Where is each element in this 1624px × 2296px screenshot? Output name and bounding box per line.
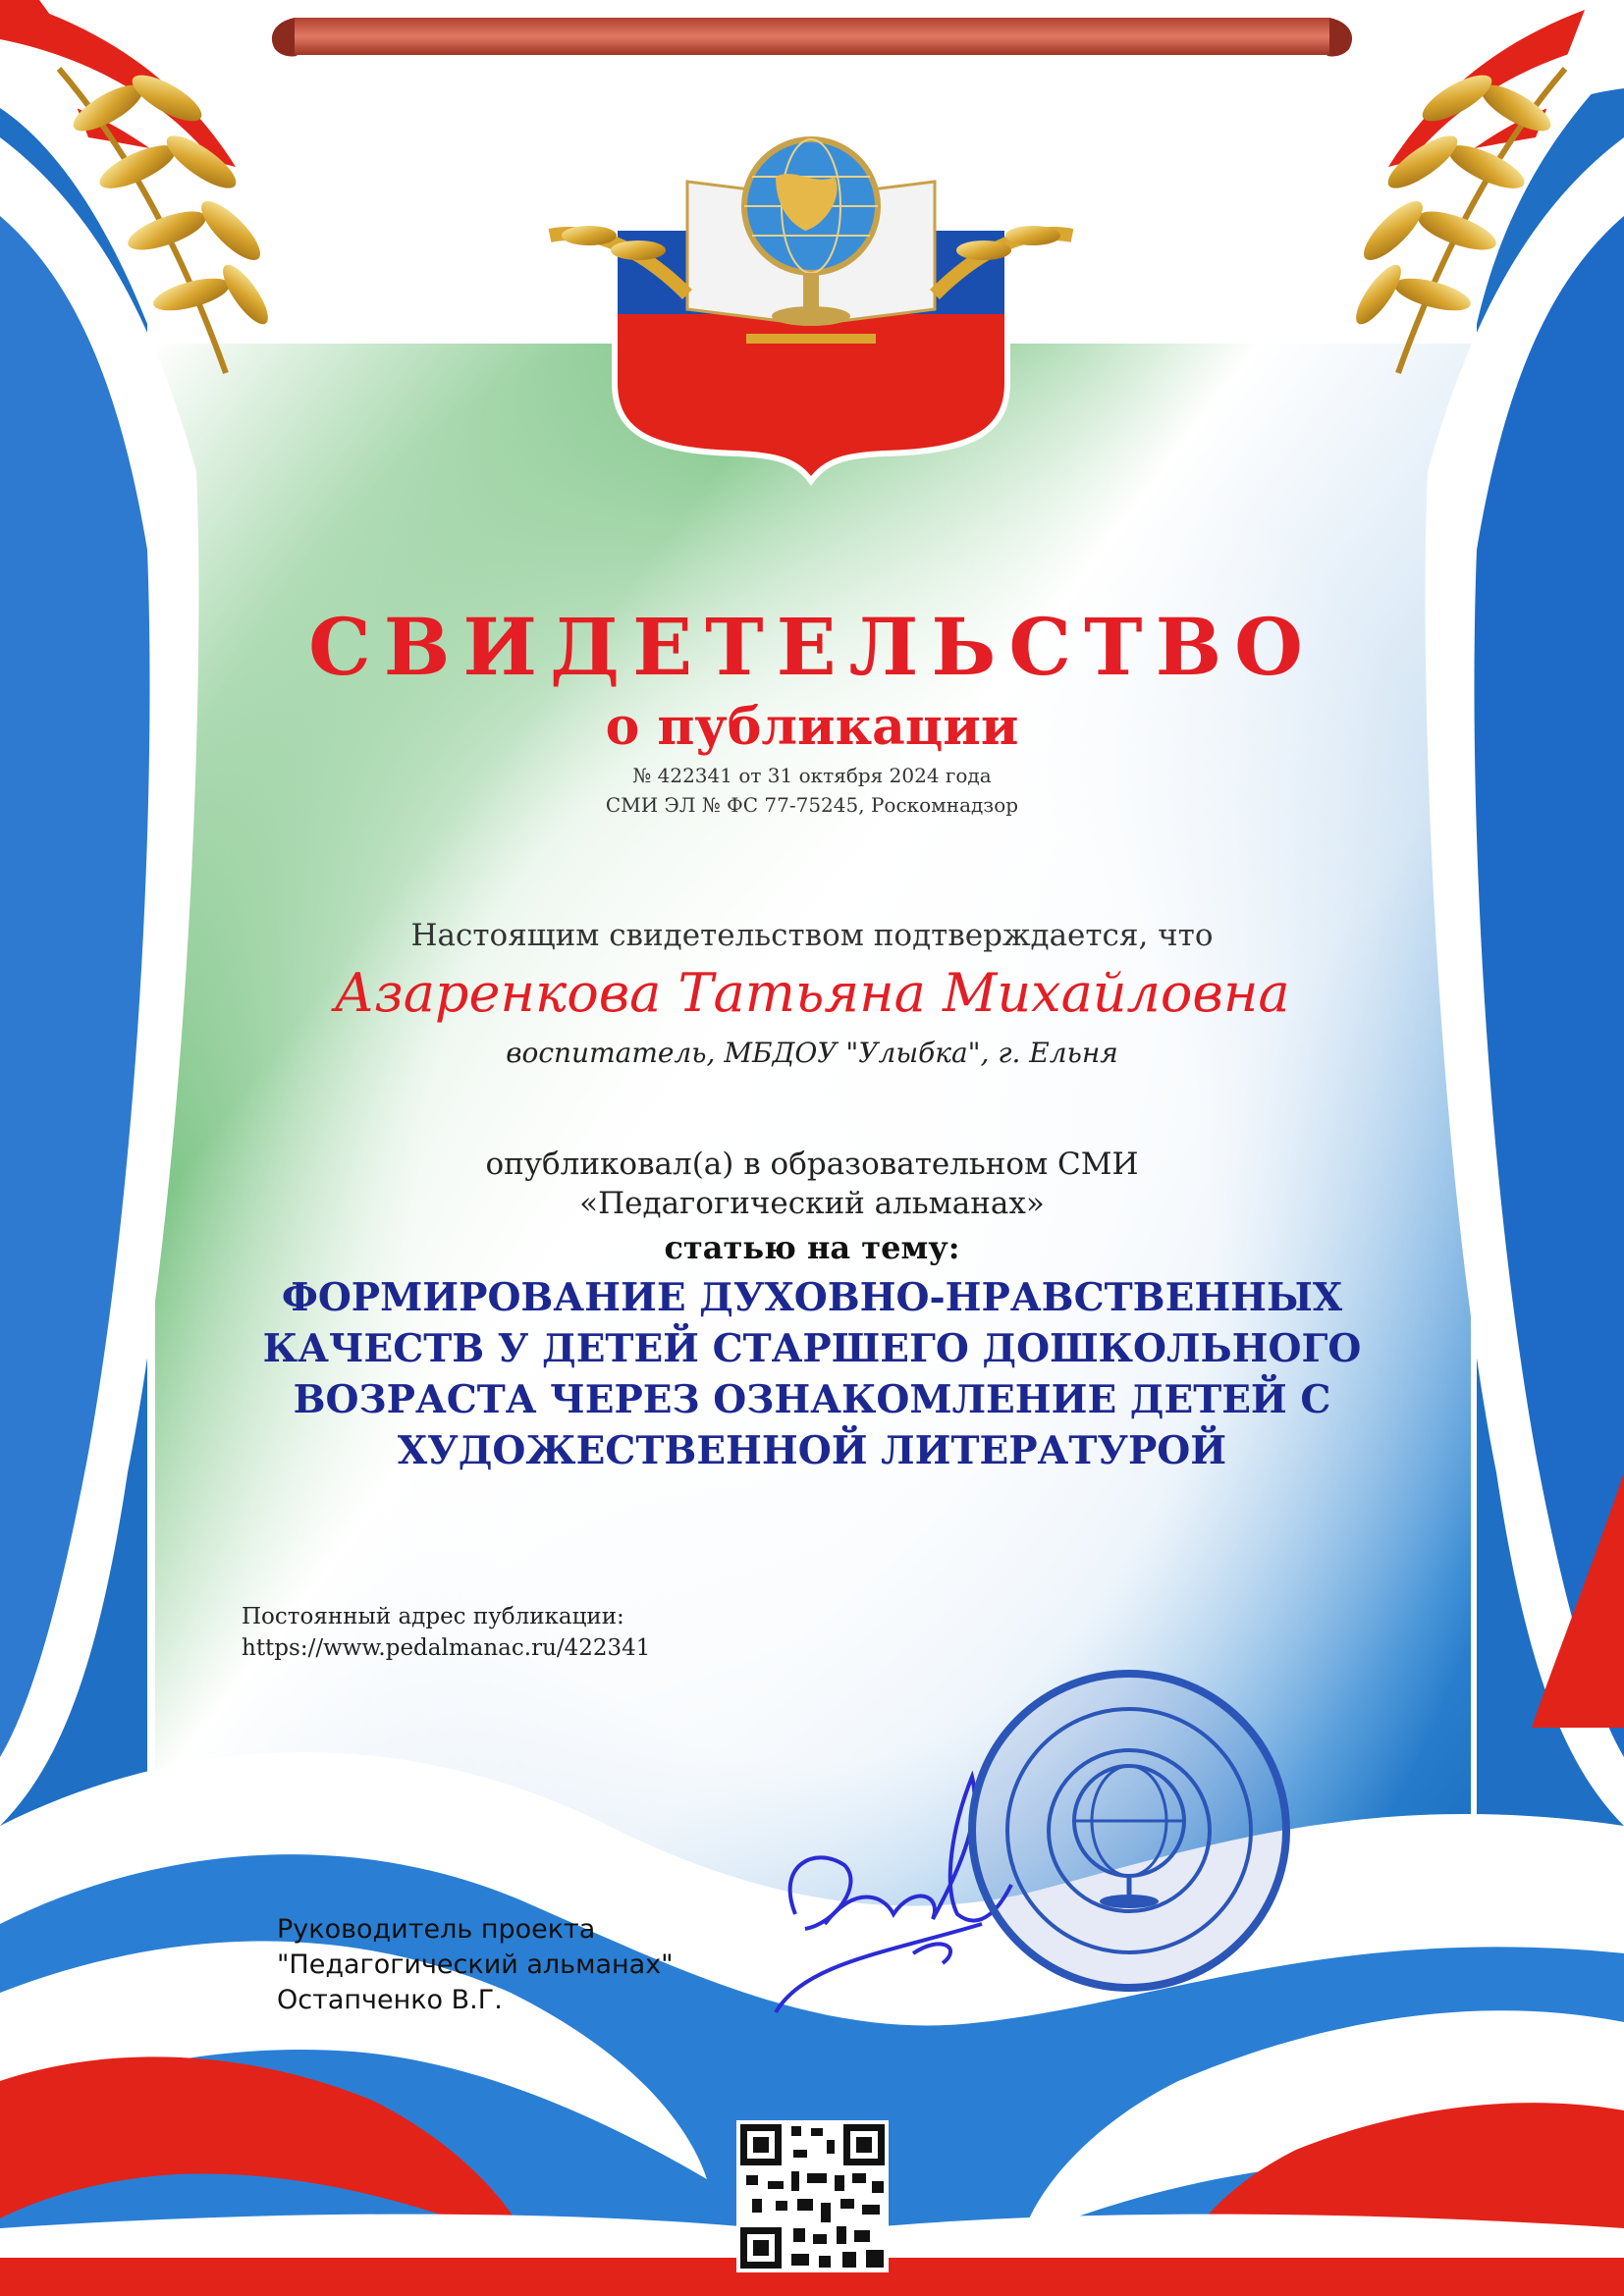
journal-name: «Педагогический альманах»: [579, 1186, 1045, 1221]
top-ribbon: [295, 18, 1329, 55]
person-position: воспитатель, МБДОУ "Улыбка", г. Ельня: [506, 1037, 1118, 1069]
person-name: Азаренкова Татьяна Михайловна: [334, 962, 1290, 1024]
article-topic: [0, 1272, 1624, 1476]
qr-code-icon: [736, 2120, 889, 2272]
media-registration: СМИ ЭЛ № ФС 77-75245, Роскомнадзор: [605, 793, 1019, 817]
certificate-title: СВИДЕТЕЛЬСТВО: [308, 601, 1316, 693]
certificate-subtitle: о публикации: [605, 697, 1019, 757]
signatory-project: "Педагогический альманах": [277, 1949, 674, 1980]
signatory-name: Остапченко В.Г.: [277, 1985, 503, 2015]
confirmation-text: Настоящим свидетельством подтверждается, что: [410, 918, 1214, 953]
publication-url[interactable]: https://www.pedalmanac.ru/422341: [242, 1635, 651, 1661]
published-text: опубликовал(а) в образовательном СМИ: [485, 1147, 1139, 1182]
topic-line: КАЧЕСТВ У ДЕТЕЙ СТАРШЕГО ДОШКОЛЬНОГО: [262, 1326, 1362, 1371]
topic-line: ХУДОЖЕСТВЕННОЙ ЛИТЕРАТУРОЙ: [397, 1428, 1227, 1473]
topic-line: ВОЗРАСТА ЧЕРЕЗ ОЗНАКОМЛЕНИЕ ДЕТЕЙ С: [293, 1377, 1331, 1422]
topic-label: статью на тему:: [664, 1229, 960, 1266]
certificate-number: № 422341 от 31 октября 2024 года: [632, 764, 992, 787]
globe-stamp-icon: [972, 1674, 1286, 1988]
topic-line: ФОРМИРОВАНИЕ ДУХОВНО-НРАВСТВЕННЫХ: [281, 1275, 1343, 1320]
signatory-role: Руководитель проекта: [277, 1914, 596, 1945]
address-label: Постоянный адрес публикации:: [242, 1604, 624, 1629]
